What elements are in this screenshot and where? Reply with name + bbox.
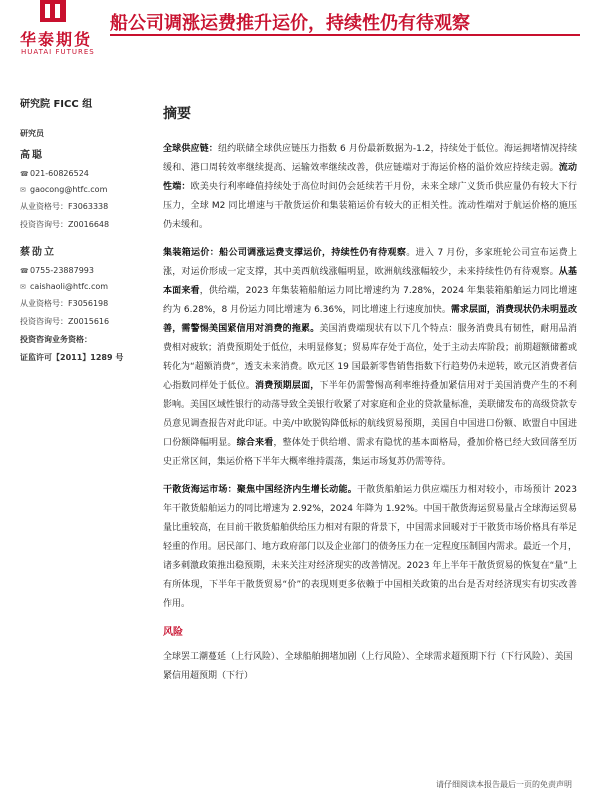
paragraph-bold: 消费预期层面， [255, 381, 320, 391]
sidebar [20, 95, 138, 370]
paragraph-text: 干散货船舶运力供应端压力相对较小，市场预计 2023 年干散货船舶运力的同比增速为 2.92%，2024 年降为 1.92%。中国干散货海运贸易量占全球海运贸易量比重较高，在目前干散货船舶供给压力相对有限的背景下，中国需求回暖对于干散货市场价格具有举足轻重的作用。居民部门、地方政府部门以及企业部门的债务压力在一定程度压制国内需求。最近一个月，诸多刺激政策推出稳预期，未来关注对经济现实的改善情况。2023 年上半年干散货贸易的恢复在“量”上有所体现，下半年干散货贸易“价”的表现则更多依赖于中国相关政策的出台是否对经济现实有切实改善作用。 [163, 485, 578, 609]
summary-section [163, 103, 577, 686]
title-divider [110, 34, 580, 36]
analyst-name: 高聪 [20, 150, 44, 161]
risk-text: 全球罢工潮蔓延（上行风险）、全球船舶拥堵加剧（上行风险）、全球需求超预期下行（下行风险）、美国紧信用超预期（下行） [163, 652, 573, 681]
analyst-cert: 从业资格号：F3056198 [20, 299, 109, 308]
analyst-email[interactable]: caishaoli@htfc.com [30, 282, 109, 291]
analyst-email[interactable]: gaocong@htfc.com [30, 185, 108, 194]
paragraph-text: 欧美央行利率峰值持续处于高位时间仍会延续若干月份，未来全球广义货币供应量仍有较大下行压力，全球 M2 同比增速与干散货运价和集装箱运价有较大的正相关性。流动性端对于航运价格的施压仍未缓和。 [163, 182, 577, 230]
paragraph-bold: 从基本面来看 [163, 267, 577, 296]
huatai-logo-icon [40, 0, 66, 22]
research-group: 研究院 FICC 组 [20, 99, 93, 110]
license-label: 投资咨询业务资格： [20, 335, 92, 344]
paragraph-text: 美国消费端现状有以下几个特点：服务消费具有韧性，耐用品消费相对疲软；消费预期处于低位，未明显修复；贸易库存处于高位，处于主动去库阶段；前期超额储蓄或转化为“超额消费”，透支未来消费。欧元区 19 国最新零售销售指数下行趋势仍未逆转，欧元区消费者信心指数同样处于低位。 [163, 324, 578, 391]
brand-name-en: HUATAI FUTURES [21, 48, 95, 56]
paragraph-lead: 集装箱运价：船公司调涨运费支撑运价，持续性仍有待观察 [163, 248, 407, 258]
paragraph-bold: 综合来看 [236, 438, 274, 448]
phone-icon: ☎ [20, 170, 29, 178]
brand-name-cn: 华泰期货 [20, 30, 93, 49]
analyst-phone: 021-60826524 [30, 169, 89, 178]
email-icon: ✉ [20, 283, 26, 291]
analyst-phone: 0755-23887993 [30, 266, 94, 275]
paragraph-container-freight [163, 244, 577, 472]
analyst-card [20, 146, 138, 230]
paragraph-lead: 干散货海运市场：聚焦中国经济内生增长动能。 [163, 485, 357, 495]
paragraph-lead: 全球供应链： [163, 144, 218, 154]
researchers-label: 研究员 [20, 129, 44, 138]
disclaimer-note: 请仔细阅读本报告最后一页的免责声明 [436, 780, 572, 789]
analyst-name: 蔡劭立 [20, 247, 56, 258]
analyst-card [20, 243, 138, 327]
email-icon: ✉ [20, 186, 26, 194]
paragraph-text: ，整体处于供给增、需求有隐忧的基本面格局，叠加价格已经大致回落至历史正常区间，集运价格下半年大概率维持震荡，集运市场复苏仍需等待。 [163, 438, 577, 467]
paragraph-text: 。进入 7 月份，多家班轮公司宣布运费上涨，对运价形成一定支撑，其中美西航线涨幅明显，欧洲航线涨幅较少，未来持续性仍有待观察。 [163, 248, 577, 277]
phone-icon: ☎ [20, 267, 29, 275]
analyst-cert: 投资咨询号：Z0016648 [20, 220, 110, 229]
report-header [0, 0, 600, 60]
paragraph-text: 纽约联储全球供应链压力指数 6 月份最新数据为-1.2，持续处于低位。海运拥堵情况持续缓和、港口周转效率继续提高、运输效率继续改善，供应链端对于海运价格的溢价效应持续走弱。 [163, 144, 577, 173]
risk-heading: 风险 [163, 627, 183, 638]
paragraph-text: 下半年仍需警惕高利率维持叠加紧信用对于美国消费产生的不利影响。美国区域性银行的动荡导致全美银行收紧了对家庭和企业的贷款量标准，美联储发布的高级贷款专员意见调查报告对此印证。中美/中欧脱钩降低标的航线贸易预期，美国自中国进口份额、欧盟自中国进口份额降幅明显。 [163, 381, 578, 448]
license-value: 证监许可【2011】1289 号 [20, 353, 124, 362]
analyst-cert: 投资咨询号：Z0015616 [20, 317, 110, 326]
paragraph-dry-bulk [163, 481, 577, 614]
summary-heading: 摘要 [163, 106, 191, 122]
paragraph-text: ，供给端，2023 年集装箱船舶运力同比增速约为 7.28%，2024 年集装箱船舶运力同比增速约为 6.28%，8 月份运力同比增速为 6.36%，同比增速上行速度加快。 [163, 286, 577, 315]
paragraph-bold: 需求层面，消费现状仍未明显改善，需警惕美国紧信用对消费的拖累。 [163, 305, 577, 334]
report-title: 船公司调涨运费推升运价，持续性仍有待观察 [110, 13, 470, 34]
analyst-cert: 从业资格号：F3063338 [20, 202, 109, 211]
paragraph-bold: 流动性端： [163, 163, 577, 192]
paragraph-supply-chain [163, 140, 577, 235]
